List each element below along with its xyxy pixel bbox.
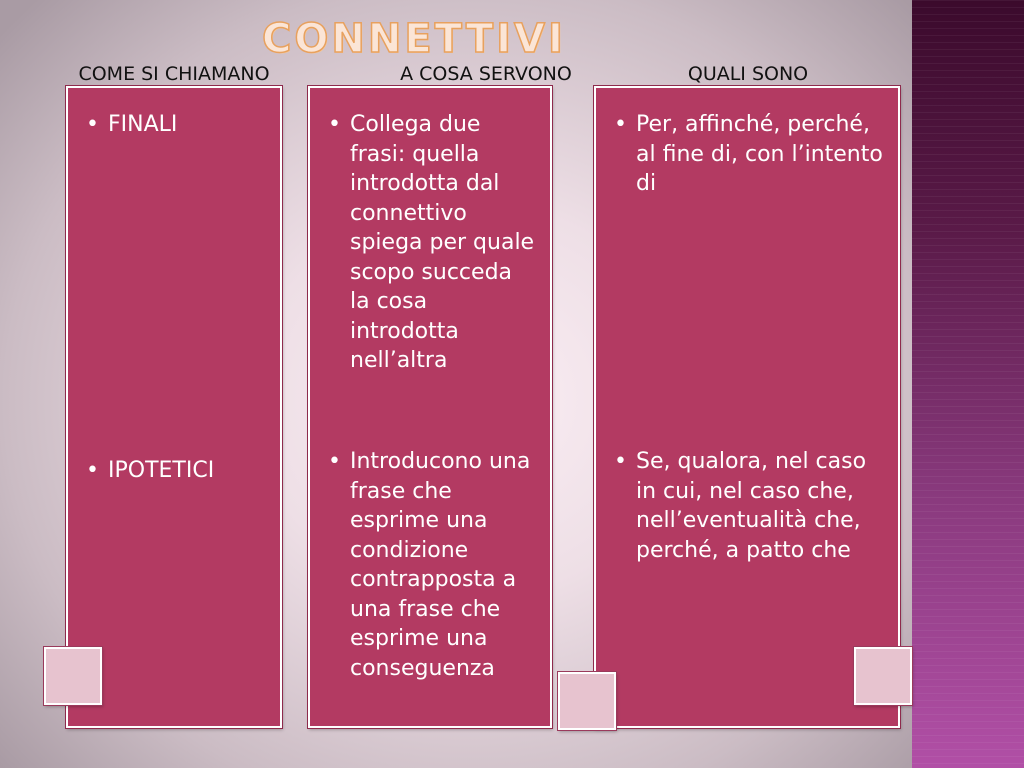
bullet-text: FINALI bbox=[108, 112, 178, 137]
bullet-text: Collega due frasi: quella introdotta dal connettivo spiega per quale scopo succeda la cosa introdotta nell’altra bbox=[350, 112, 535, 373]
bullet-text: Introducono una frase che esprime una condizione contrapposta a una frase che esprime una conseguenza bbox=[350, 449, 531, 681]
slide-title: CONNETTIVI bbox=[262, 16, 566, 62]
bullet-dot: • bbox=[86, 112, 99, 137]
header-a-cosa-servono: A COSA SERVONO bbox=[400, 63, 572, 85]
bullet-item-examples-ipotetici bbox=[614, 447, 884, 565]
bullet-dot: • bbox=[86, 458, 99, 483]
decorative-square-center bbox=[558, 672, 616, 730]
decorative-side-strip bbox=[912, 0, 1024, 768]
header-quali-sono: QUALI SONO bbox=[687, 63, 809, 85]
bullet-text: IPOTETICI bbox=[108, 458, 215, 483]
decorative-square-right bbox=[854, 647, 912, 705]
bullet-item-purpose-ipotetici bbox=[328, 447, 538, 683]
bullet-text: Per, affinché, perché, al fine di, con l’intento di bbox=[636, 112, 883, 196]
bullet-text: Se, qualora, nel caso in cui, nel caso che, nell’eventualità che, perché, a patto che bbox=[636, 449, 867, 563]
bullet-dot: • bbox=[614, 449, 627, 474]
decorative-square-left bbox=[44, 647, 102, 705]
bullet-item-ipotetici bbox=[86, 456, 271, 486]
bullet-item-finali bbox=[86, 110, 271, 140]
bullet-dot: • bbox=[614, 112, 627, 137]
bullet-item-examples-finali bbox=[614, 110, 884, 199]
names-box bbox=[66, 86, 282, 728]
bullet-dot: • bbox=[328, 449, 341, 474]
header-come-si-chiamano: COME SI CHIAMANO bbox=[78, 63, 270, 85]
bullet-item-purpose-finali bbox=[328, 110, 538, 376]
bullet-dot: • bbox=[328, 112, 341, 137]
